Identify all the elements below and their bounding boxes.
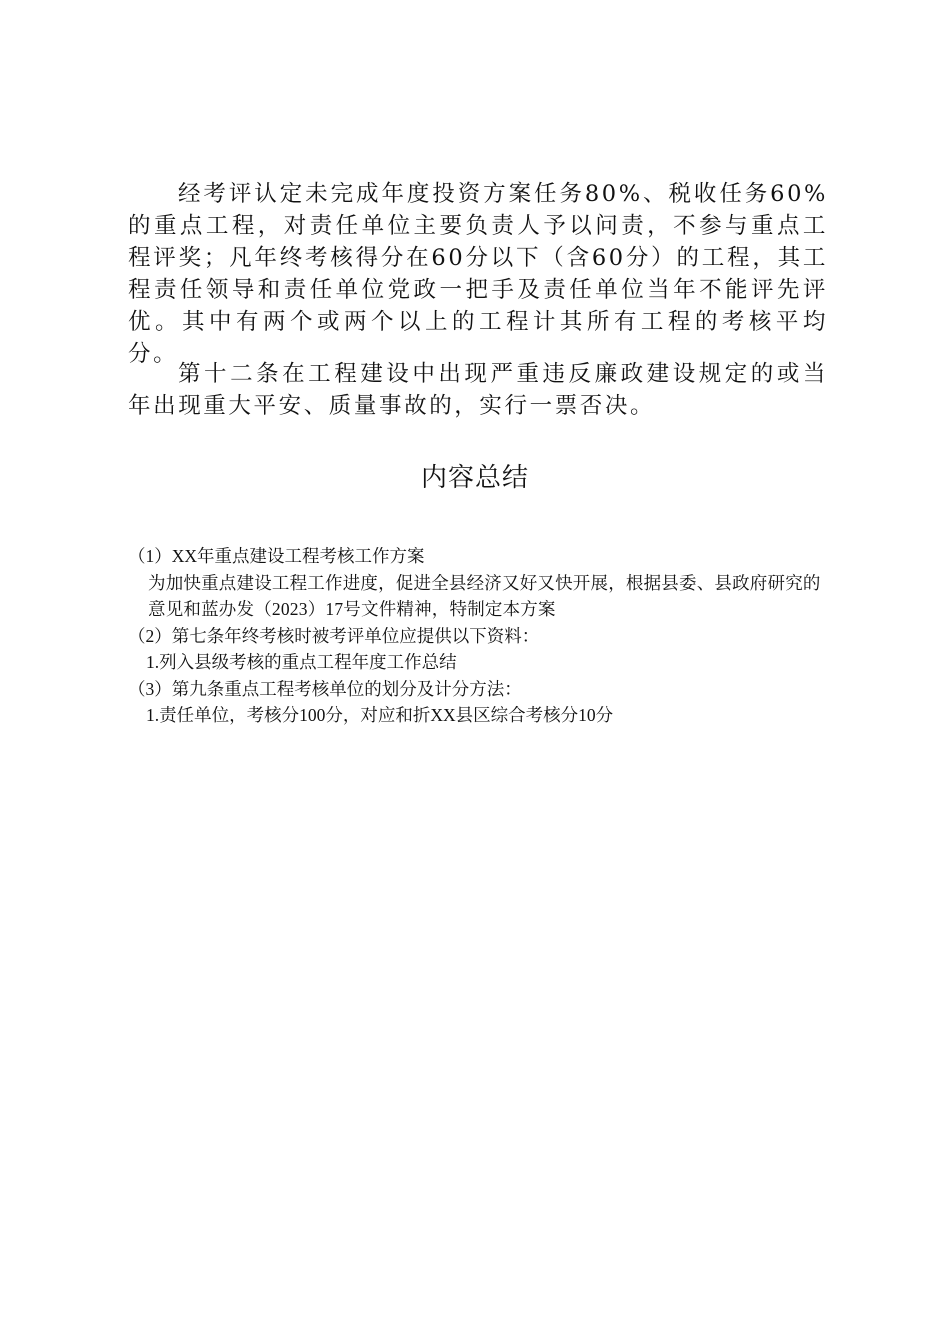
summary-item-3: （3）第九条重点工程考核单位的划分及计分方法： <box>128 678 522 699</box>
body-paragraph-article-12: 第十二条在工程建设中出现严重违反廉政建设规定的或当年出现重大平安、质量事故的，实行一票否决。 <box>128 361 828 419</box>
summary-subitem-2-1: 1.列入县级考核的重点工程年度工作总结 <box>146 652 457 672</box>
summary-item-1: （1）XX年重点建设工程考核工作方案 <box>128 546 425 566</box>
body-paragraph-evaluation: 经考评认定未完成年度投资方案任务80%、税收任务60%的重点工程，对责任单位主要负责人予以问责，不参与重点工程评奖；凡年终考核得分在60分以下（含60分）的工程，其工程责任领导和责任单位党政一把手及责任单位当年不能评先评优。其中有两个或两个以上的工程计其所有工程的考核平均分。 <box>128 181 828 367</box>
summary-list <box>128 543 838 729</box>
summary-item-intro: 为加快重点建设工程工作进度，促进全县经济又好又快开展，根据县委、县政府研究的意见和蓝办发（2023）17号文件精神，特制定本方案 <box>148 572 821 619</box>
summary-title: 内容总结 <box>420 463 529 493</box>
summary-subitem-3-1: 1.责任单位，考核分100分，对应和折XX县区综合考核分10分 <box>146 705 614 725</box>
summary-item-2: （2）第七条年终考核时被考评单位应提供以下资料： <box>128 625 540 646</box>
